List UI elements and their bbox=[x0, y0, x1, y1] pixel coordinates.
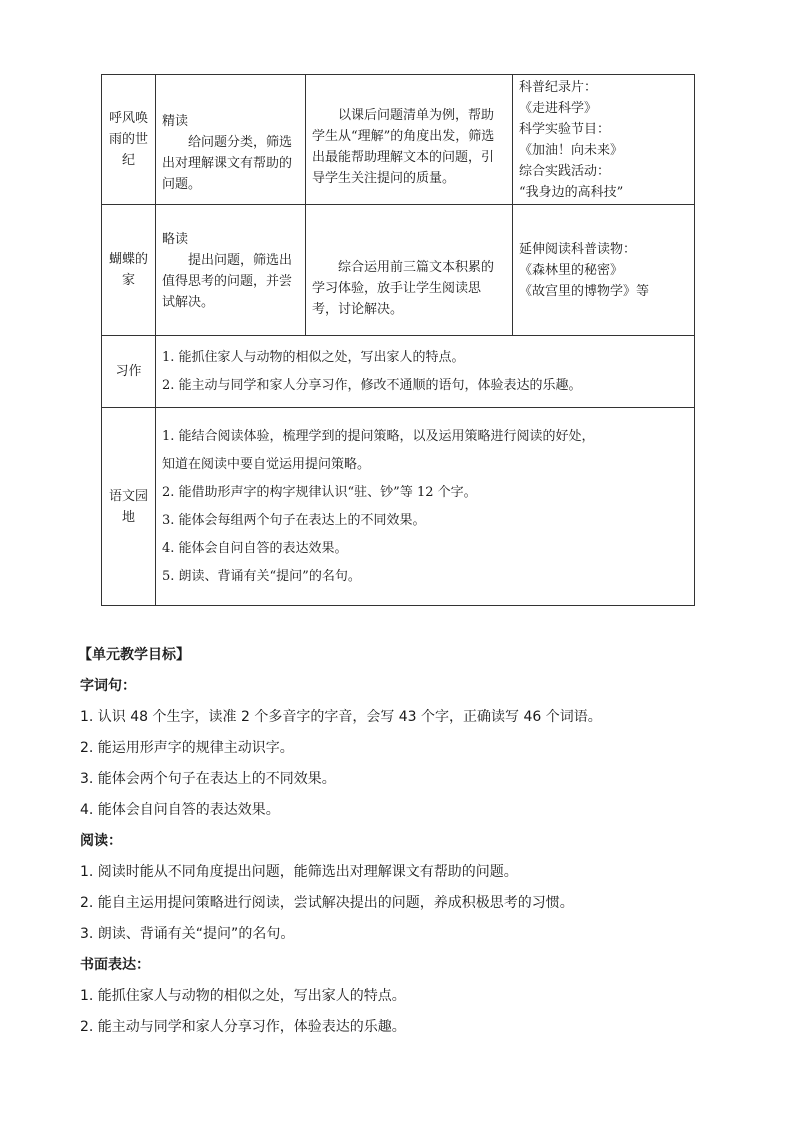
list-item: 4. 能体会自问自答的表达效果。 bbox=[162, 540, 348, 556]
strategy-text: 综合运用前三篇文本积累的学习体验，放手让学生阅读思考，讨论解决。 bbox=[312, 259, 495, 317]
list-item: 1. 能结合阅读体验，梳理学到的提问策略，以及运用策略进行阅读的好处， bbox=[162, 428, 595, 444]
list-item: 3. 能体会每组两个句子在表达上的不同效果。 bbox=[162, 512, 426, 528]
table-row bbox=[102, 408, 695, 606]
list-item: 3. 朗读、背诵有关“提问”的名句。 bbox=[80, 926, 295, 942]
reading-mode: 略读 bbox=[162, 232, 189, 247]
resource-line: 综合实践活动： bbox=[519, 163, 611, 179]
writing-goals bbox=[156, 336, 695, 408]
list-item: 1. 能抓住家人与动物的相似之处，写出家人的特点。 bbox=[80, 988, 406, 1004]
reading-mode-description: 给问题分类，筛选出对理解课文有帮助的问题。 bbox=[162, 134, 293, 192]
list-item: 3. 能体会两个句子在表达上的不同效果。 bbox=[80, 771, 336, 787]
section-title: 【单元教学目标】 bbox=[78, 647, 190, 663]
reading-mode-cell bbox=[156, 205, 306, 336]
resource-line: 《加油！向未来》 bbox=[519, 142, 624, 158]
list-item: 1. 阅读时能从不同角度提出问题，能筛选出对理解课文有帮助的问题。 bbox=[80, 864, 518, 880]
list-item: 1. 认识 48 个生字，读准 2 个多音字的字音，会写 43 个字，正确读写 46 个词语。 bbox=[80, 709, 602, 725]
table-row bbox=[102, 205, 695, 336]
section-heading: 书面表达： bbox=[80, 957, 150, 973]
reading-mode: 精读 bbox=[162, 113, 189, 129]
resource-line: 科普纪录片： bbox=[519, 79, 598, 95]
resource-line: 《森林里的秘密》 bbox=[519, 262, 624, 278]
section-heading: 阅读： bbox=[80, 833, 122, 849]
resource-line: 延伸阅读科普读物： bbox=[519, 241, 637, 257]
resources-cell bbox=[513, 205, 695, 336]
list-item: 2. 能自主运用提问策略进行阅读，尝试解决提出的问题，养成积极思考的习惯。 bbox=[80, 895, 574, 911]
lesson-name: 习作 bbox=[102, 336, 156, 408]
resource-line: 《走进科学》 bbox=[519, 100, 598, 116]
strategy-text: 以课后问题清单为例，帮助学生从“理解”的角度出发，筛选出最能帮助理解文本的问题，引导学生关注提问的质量。 bbox=[312, 107, 495, 186]
unit-goals bbox=[80, 640, 700, 1043]
list-item: 2. 能主动与同学和家人分享习作，修改不通顺的语句，体验表达的乐趣。 bbox=[162, 377, 582, 393]
resource-line: 《故宫里的博物学》等 bbox=[519, 283, 650, 299]
table-row bbox=[102, 75, 695, 205]
resources-cell bbox=[513, 75, 695, 205]
lesson-name: 蝴蝶的家 bbox=[102, 205, 156, 336]
strategy-cell bbox=[306, 75, 513, 205]
resource-line: “我身边的高科技” bbox=[519, 184, 624, 200]
list-item: 2. 能主动与同学和家人分享习作，体验表达的乐趣。 bbox=[80, 1019, 406, 1035]
lesson-name: 呼风唤雨的世纪 bbox=[102, 75, 156, 205]
strategy-cell bbox=[306, 205, 513, 336]
section-heading: 字词句： bbox=[80, 678, 136, 694]
resource-line: 科学实验节目： bbox=[519, 121, 611, 137]
garden-goals bbox=[156, 408, 695, 606]
list-item: 5. 朗读、背诵有关“提问”的名句。 bbox=[162, 568, 361, 584]
table-row bbox=[102, 336, 695, 408]
list-item: 2. 能运用形声字的规律主动识字。 bbox=[80, 740, 294, 756]
reading-mode-description: 提出问题，筛选出值得思考的问题，并尝试解决。 bbox=[162, 253, 293, 310]
list-item: 知道在阅读中要自觉运用提问策略。 bbox=[162, 456, 371, 472]
list-item: 4. 能体会自问自答的表达效果。 bbox=[80, 802, 280, 818]
list-item: 1. 能抓住家人与动物的相似之处，写出家人的特点。 bbox=[162, 349, 465, 365]
lesson-name: 语文园地 bbox=[102, 408, 156, 606]
unit-plan-table bbox=[101, 74, 695, 606]
reading-mode-cell bbox=[156, 75, 306, 205]
list-item: 2. 能借助形声字的构字规律认识“驻、钞”等 12 个字。 bbox=[162, 484, 477, 500]
